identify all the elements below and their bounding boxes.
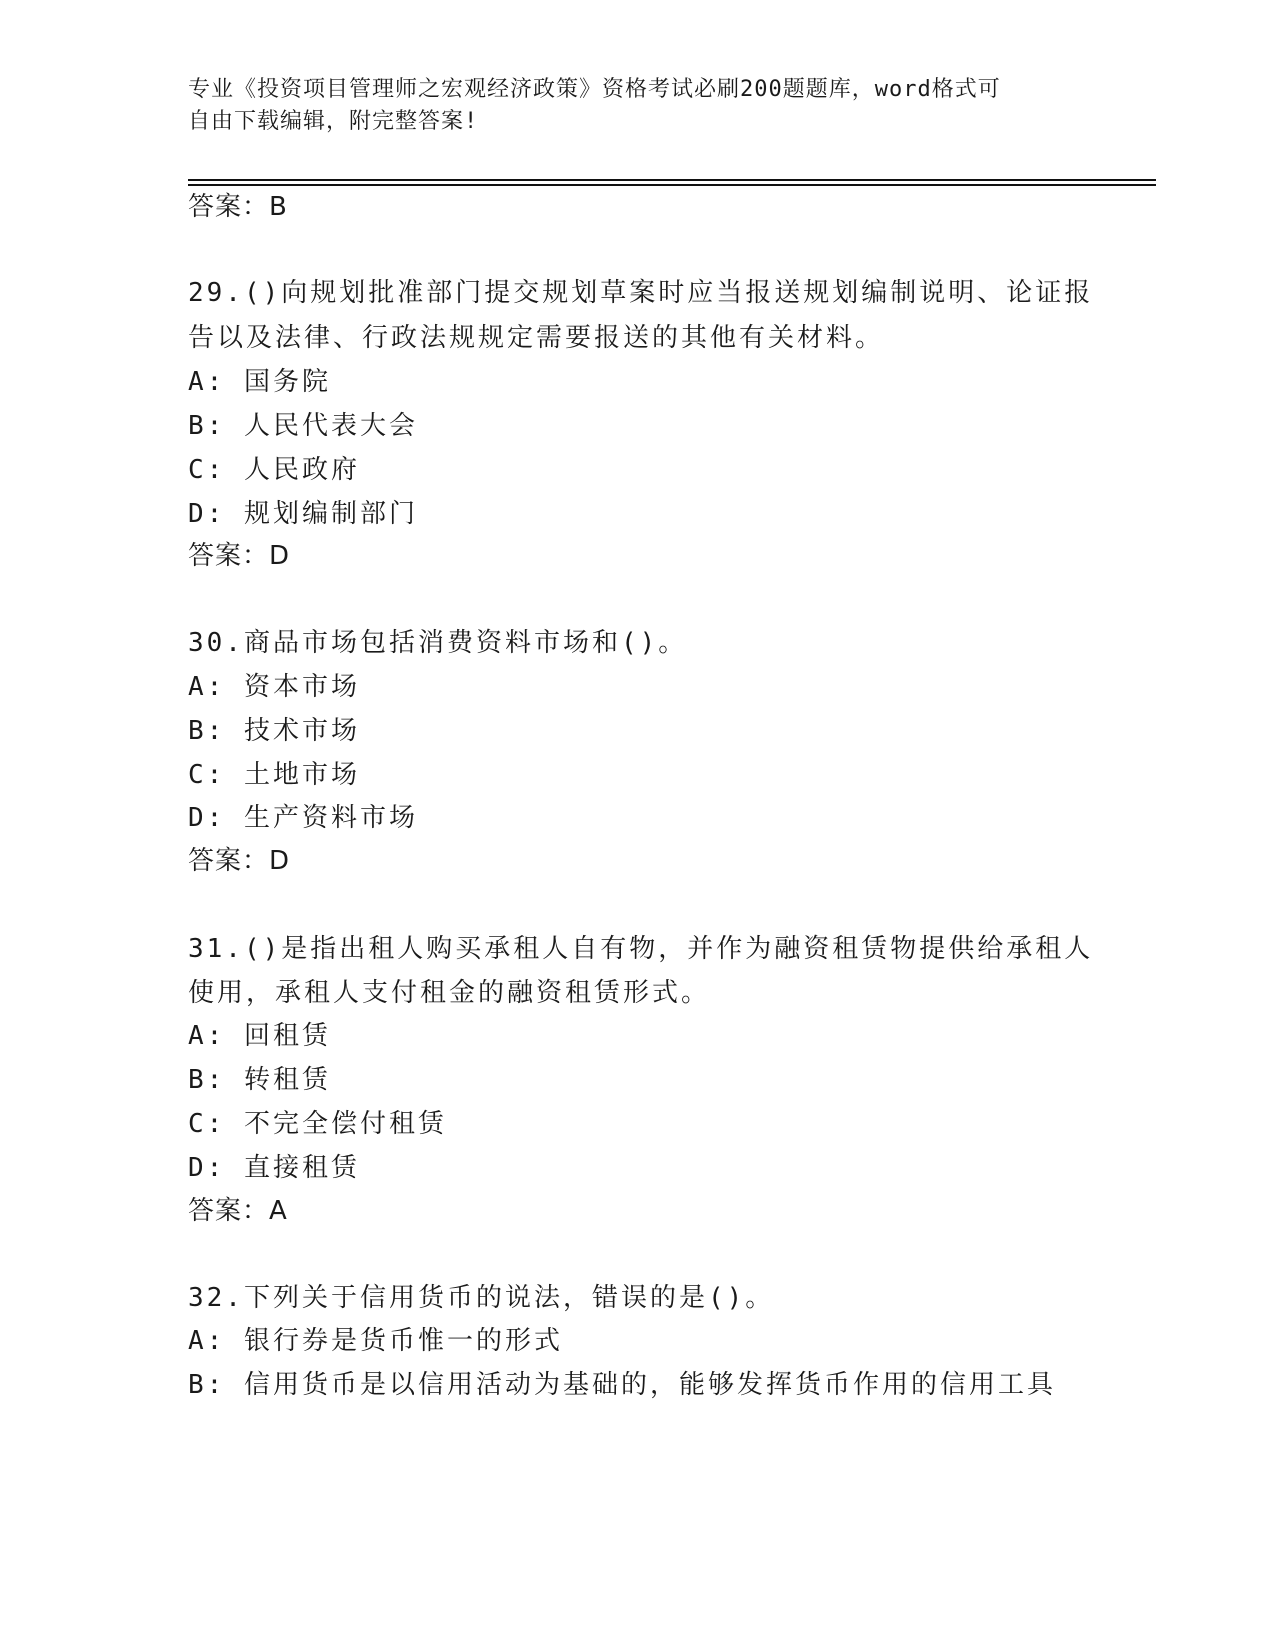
option-a: A: 资本市场 <box>188 672 360 702</box>
header-rule-top <box>188 179 1156 181</box>
option-d: D: 规划编制部门 <box>188 499 418 529</box>
option-b: B: 转租赁 <box>188 1065 331 1095</box>
answer-label: 答案：D <box>188 846 291 876</box>
option-c: C: 土地市场 <box>188 760 360 790</box>
header-rule-bottom <box>188 184 1156 186</box>
answer-label: 答案：D <box>188 541 291 571</box>
document-header <box>188 74 1068 138</box>
header-line-2: 自由下载编辑，附完整答案! <box>188 109 479 134</box>
question-stem: 使用，承租人支付租金的融资租赁形式。 <box>188 978 711 1008</box>
answer-label: 答案：B <box>188 192 288 222</box>
option-a: A: 回租赁 <box>188 1021 331 1051</box>
question-stem: 31.()是指出租人购买承租人自有物，并作为融资租赁物提供给承租人 <box>188 934 1094 964</box>
question-stem: 30.商品市场包括消费资料市场和()。 <box>188 628 688 658</box>
question-stem: 告以及法律、行政法规规定需要报送的其他有关材料。 <box>188 323 885 353</box>
option-c: C: 人民政府 <box>188 455 360 485</box>
option-a: A: 银行券是货币惟一的形式 <box>188 1326 563 1356</box>
question-stem: 32.下列关于信用货币的说法，错误的是()。 <box>188 1283 775 1313</box>
option-a: A: 国务院 <box>188 367 331 397</box>
option-b: B: 信用货币是以信用活动为基础的，能够发挥货币作用的信用工具 <box>188 1370 1056 1400</box>
answer-label: 答案：A <box>188 1196 288 1226</box>
option-d: D: 直接租赁 <box>188 1153 360 1183</box>
option-b: B: 人民代表大会 <box>188 411 418 441</box>
question-stem: 29.()向规划批准部门提交规划草案时应当报送规划编制说明、论证报 <box>188 278 1094 308</box>
option-d: D: 生产资料市场 <box>188 803 418 833</box>
option-b: B: 技术市场 <box>188 716 360 746</box>
option-c: C: 不完全偿付租赁 <box>188 1109 447 1139</box>
header-line-1: 专业《投资项目管理师之宏观经济政策》资格考试必刷200题题库，word格式可 <box>188 77 1001 102</box>
